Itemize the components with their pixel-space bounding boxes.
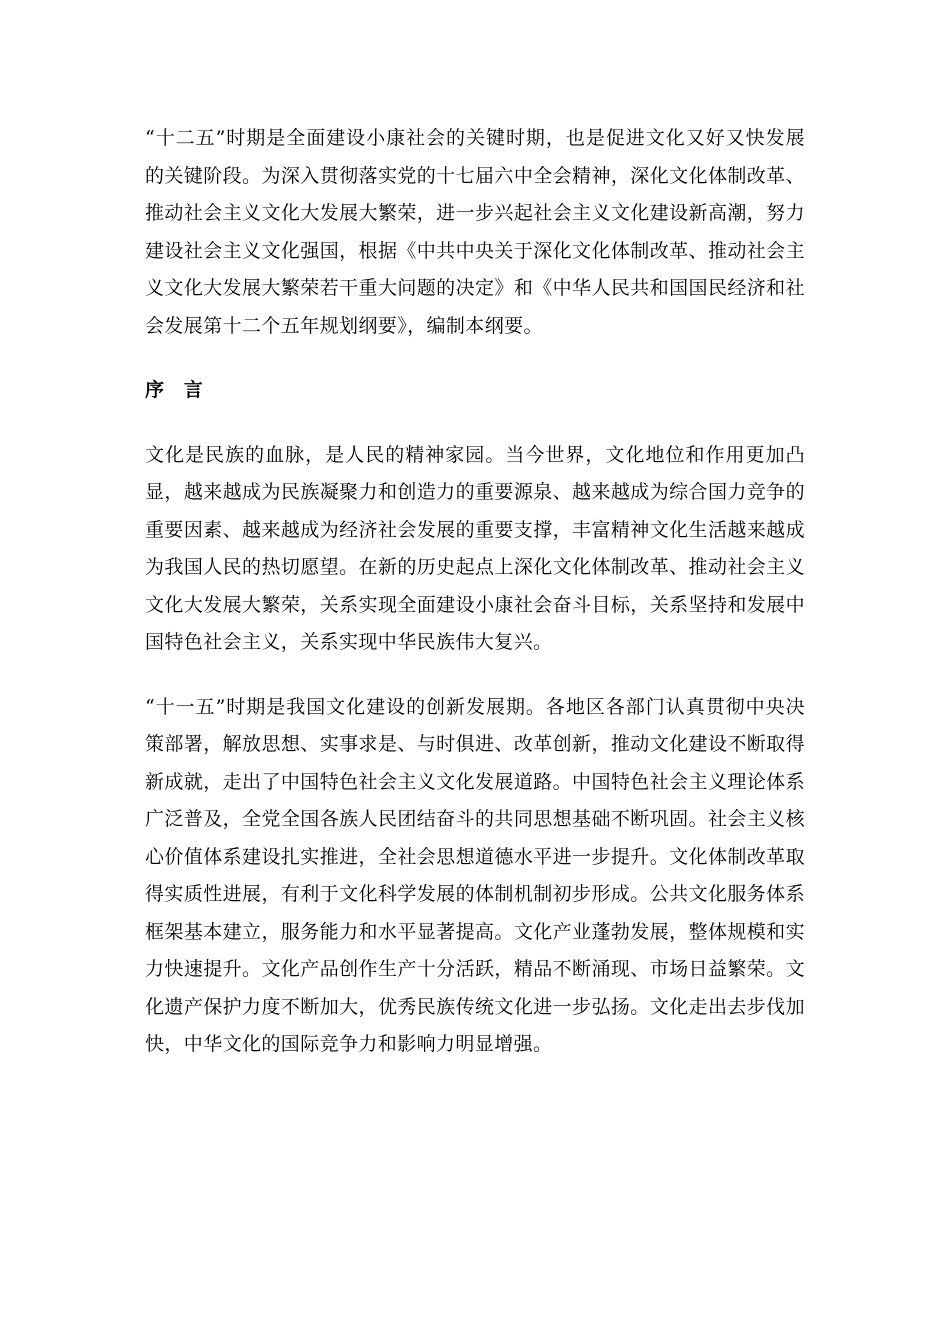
document-body bbox=[145, 120, 805, 1064]
paragraph-spacer bbox=[145, 662, 805, 689]
paragraph-spacer bbox=[145, 345, 805, 372]
paragraph-spacer bbox=[145, 410, 805, 437]
body-paragraph: 文化是民族的血脉，是人民的精神家园。当今世界，文化地位和作用更加凸显，越来越成为民族凝聚力和创造力的重要源泉、越来越成为综合国力竞争的重要因素、越来越成为经济社会发展的重要支撑，丰富精神文化生活越来越成为我国人民的热切愿望。在新的历史起点上深化文化体制改革、推动社会主义文化大发展大繁荣，关系实现全面建设小康社会奋斗目标，关系坚持和发展中国特色社会主义，关系实现中华民族伟大复兴。 bbox=[145, 443, 805, 653]
body-paragraph: “十一五”时期是我国文化建设的创新发展期。各地区各部门认真贯彻中央决策部署，解放思想、实事求是、与时俱进、改革创新，推动文化建设不断取得新成就，走出了中国特色社会主义文化发展道路。中国特色社会主义理论体系广泛普及，全党全国各族人民团结奋斗的共同思想基础不断巩固。社会主义核心价值体系建设扎实推进，全社会思想道德水平进一步提升。文化体制改革取得实质性进展，有利于文化科学发展的体制机制初步形成。公共文化服务体系框架基本建立，服务能力和水平显著提高。文化产业蓬勃发展，整体规模和实力快速提升。文化产品创作生产十分活跃，精品不断涌现、市场日益繁荣。文化遗产保护力度不断加大，优秀民族传统文化进一步弘扬。文化走出去步伐加快，中华文化的国际竞争力和影响力明显增强。 bbox=[145, 695, 805, 1055]
section-heading: 序 言 bbox=[145, 379, 204, 401]
intro-paragraph: “十二五”时期是全面建设小康社会的关键时期，也是促进文化又好又快发展的关键阶段。为深入贯彻落实党的十七届六中全会精神，深化文化体制改革、推动社会主义文化大发展大繁荣，进一步兴起社会主义文化建设新高潮，努力建设社会主义文化强国，根据《中共中央关于深化文化体制改革、推动社会主义文化大发展大繁荣若干重大问题的决定》和《中华人民共和国国民经济和社会发展第十二个五年规划纲要》，编制本纲要。 bbox=[145, 127, 805, 337]
